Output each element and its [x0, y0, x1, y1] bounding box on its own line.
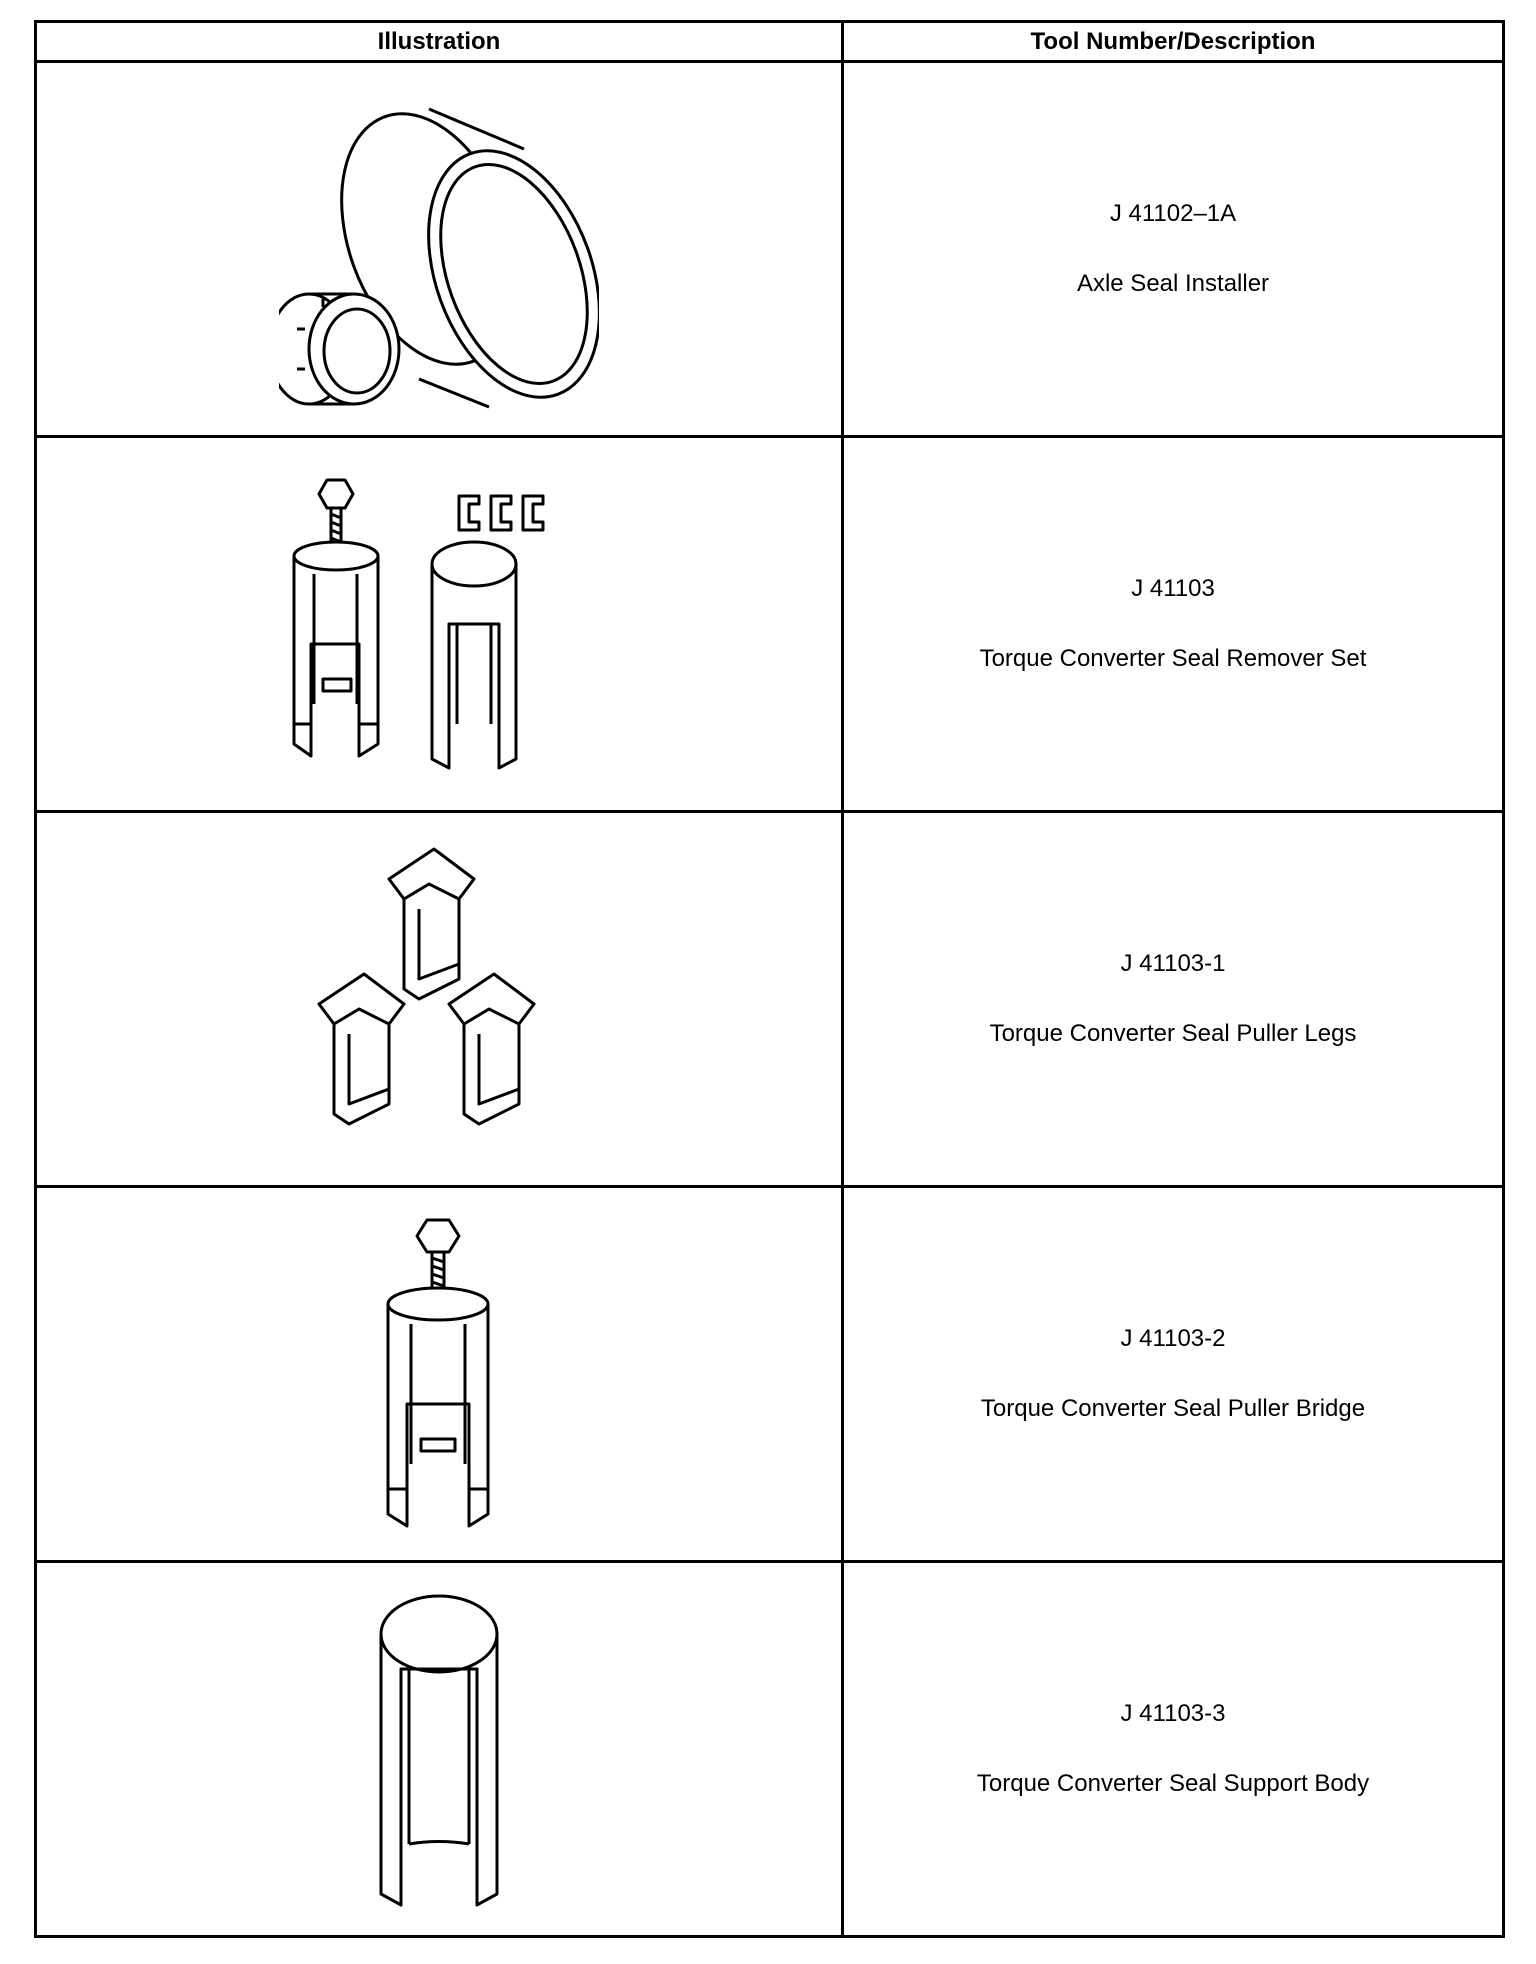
- illustration-cell: [36, 1562, 843, 1937]
- table-row: [36, 1562, 1504, 1937]
- tool-description: Axle Seal Installer: [1076, 270, 1270, 297]
- axle-seal-installer-icon: [279, 89, 599, 409]
- puller-legs-icon: [309, 839, 569, 1159]
- seal-remover-set-icon: [279, 474, 599, 774]
- illustration-cell: [36, 1187, 843, 1562]
- table-row: [36, 1187, 1504, 1562]
- description-cell: [843, 1562, 1504, 1937]
- description-cell: [843, 437, 1504, 812]
- description-cell: [843, 1187, 1504, 1562]
- description-cell: [843, 62, 1504, 437]
- description-cell: [843, 812, 1504, 1187]
- table-row: [36, 437, 1504, 812]
- puller-bridge-icon: [369, 1214, 509, 1534]
- tool-description: Torque Converter Seal Support Body: [976, 1770, 1370, 1797]
- illustration-cell: [36, 62, 843, 437]
- illustration-cell: [36, 437, 843, 812]
- tool-number: J 41103-2: [1120, 1325, 1226, 1352]
- table-row: [36, 812, 1504, 1187]
- illustration-cell: [36, 812, 843, 1187]
- tool-description: Torque Converter Seal Puller Bridge: [980, 1395, 1366, 1422]
- tool-number: J 41102–1A: [1109, 200, 1237, 227]
- tools-table: [34, 20, 1505, 1938]
- header-illustration: Illustration: [36, 22, 843, 62]
- table-row: [36, 62, 1504, 437]
- tool-number: J 41103-1: [1120, 950, 1226, 977]
- support-body-icon: [369, 1589, 509, 1909]
- tool-number: J 41103-3: [1120, 1700, 1226, 1727]
- tool-description: Torque Converter Seal Remover Set: [979, 645, 1367, 672]
- header-row: [36, 22, 1504, 62]
- header-description: Tool Number/Description: [843, 22, 1504, 62]
- tool-description: Torque Converter Seal Puller Legs: [989, 1020, 1357, 1047]
- tool-number: J 41103: [1131, 575, 1215, 602]
